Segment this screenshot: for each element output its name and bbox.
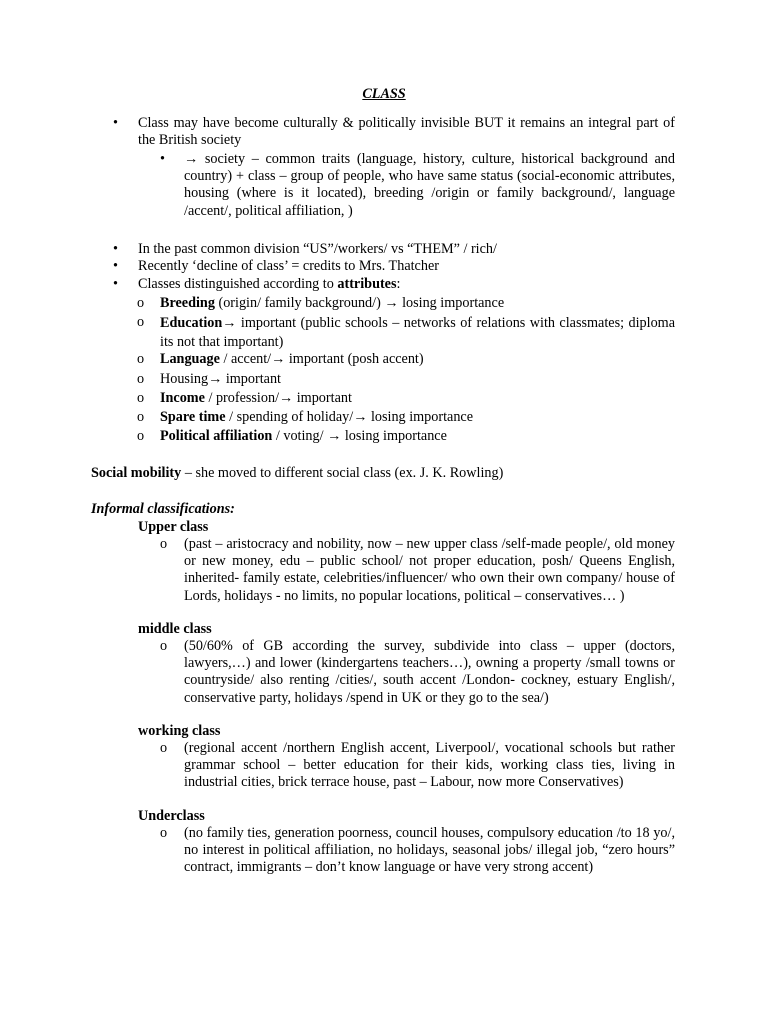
class-name: middle class [138, 621, 212, 637]
attribute-name: Language [160, 351, 220, 367]
social-mobility-text: – she moved to different social class (ex. J. K. Rowling) [181, 465, 504, 481]
attribute-item [160, 314, 675, 352]
circle-bullet: o [160, 825, 168, 841]
attribute-item [160, 390, 352, 407]
circle-bullet: o [160, 740, 168, 756]
bullet-glyph: • [113, 241, 118, 257]
bullet-glyph: • [113, 276, 118, 292]
attribute-item [160, 371, 281, 388]
bullet-item: In the past common division “US”/workers/ vs “THEM” / rich/ [138, 241, 497, 257]
class-description: (no family ties, generation poorness, council houses, compulsory education /to 18 yo/, no interest in political affiliation, no holidays, seasonal jobs/ illegal job, “zero hours” contract, immigrants – don’t know language or have very strong accent) [184, 825, 675, 876]
attribute-name: Spare time [160, 409, 226, 425]
attribute-item [160, 295, 504, 312]
circle-bullet: o [137, 409, 145, 425]
attribute-name: Political affiliation [160, 428, 273, 444]
attribute-text: → important (public schools – networks of relations with classmates; diploma its not that important) [160, 315, 675, 350]
bullet-item: Recently ‘decline of class’ = credits to Mrs. Thatcher [138, 258, 439, 274]
bullet-glyph: • [160, 151, 165, 167]
informal-heading: Informal classifications: [91, 501, 235, 517]
class-description: (50/60% of GB according the survey, subdivide into class – upper (doctors, lawyers,…) and lower (kindergartens teachers…), owning a property /small towns or countryside/ also renting /cities/, south accent /London- cockney, estuary English/, conservative party, holidays /spend in UK or they go to the sea/) [184, 638, 675, 706]
circle-bullet: o [160, 536, 168, 552]
attribute-name: Income [160, 390, 205, 406]
attribute-text: / profession/→ important [204, 390, 352, 406]
circle-bullet: o [137, 314, 145, 330]
page-title: CLASS [362, 86, 406, 102]
circle-bullet: o [137, 390, 145, 406]
attribute-text: (origin/ family background/) → losing importance [214, 295, 505, 311]
bullet-glyph: • [113, 115, 118, 131]
attribute-item [160, 351, 424, 368]
attribute-name: Breeding [160, 295, 215, 311]
circle-bullet: o [160, 638, 168, 654]
circle-bullet: o [137, 295, 145, 311]
social-mobility-term: Social mobility [91, 465, 182, 481]
attributes-intro-post: : [396, 276, 401, 292]
attribute-item [160, 409, 473, 426]
attributes-intro [138, 276, 400, 293]
attribute-text: / accent/→ important (posh accent) [219, 351, 424, 367]
class-name: Underclass [138, 808, 205, 824]
intro-subtext: → society – common traits (language, history, culture, historical background and country) + class – group of people, who have same status (social-economic attributes, housing (where is it located), breeding /origin or family background/, language /accent/, political affiliation, ) [184, 151, 675, 219]
social-mobility [91, 465, 503, 482]
attributes-intro-bold: attributes [337, 276, 397, 292]
circle-bullet: o [137, 371, 145, 387]
attribute-item [160, 428, 447, 445]
attribute-name: Education [160, 315, 223, 331]
attribute-text: Housing→ important [160, 371, 281, 387]
attributes-intro-pre: Classes distinguished according to [138, 276, 338, 292]
attribute-text: / spending of holiday/→ losing importance [225, 409, 474, 425]
circle-bullet: o [137, 351, 145, 367]
attribute-text: / voting/ → losing importance [272, 428, 447, 444]
class-description: (regional accent /northern English accent, Liverpool/, vocational schools but rather grammar school – better education for their kids, working class ties, living in industrial cities, brick terrace house, past – Labour, now more Conservatives) [184, 740, 675, 791]
class-name: working class [138, 723, 221, 739]
intro-text: Class may have become culturally & politically invisible BUT it remains an integral part of the British society [138, 115, 675, 149]
class-name: Upper class [138, 519, 209, 535]
class-description: (past – aristocracy and nobility, now – new upper class /self-made people/, old money or new money, edu – public school/ not proper education, posh/ Queens English, inherited- family estate, celebrities/influencer/ who own their own company/ house of Lords, holidays - no limits, no popular locations, political – conservatives… ) [184, 536, 675, 604]
bullet-glyph: • [113, 258, 118, 274]
circle-bullet: o [137, 428, 145, 444]
